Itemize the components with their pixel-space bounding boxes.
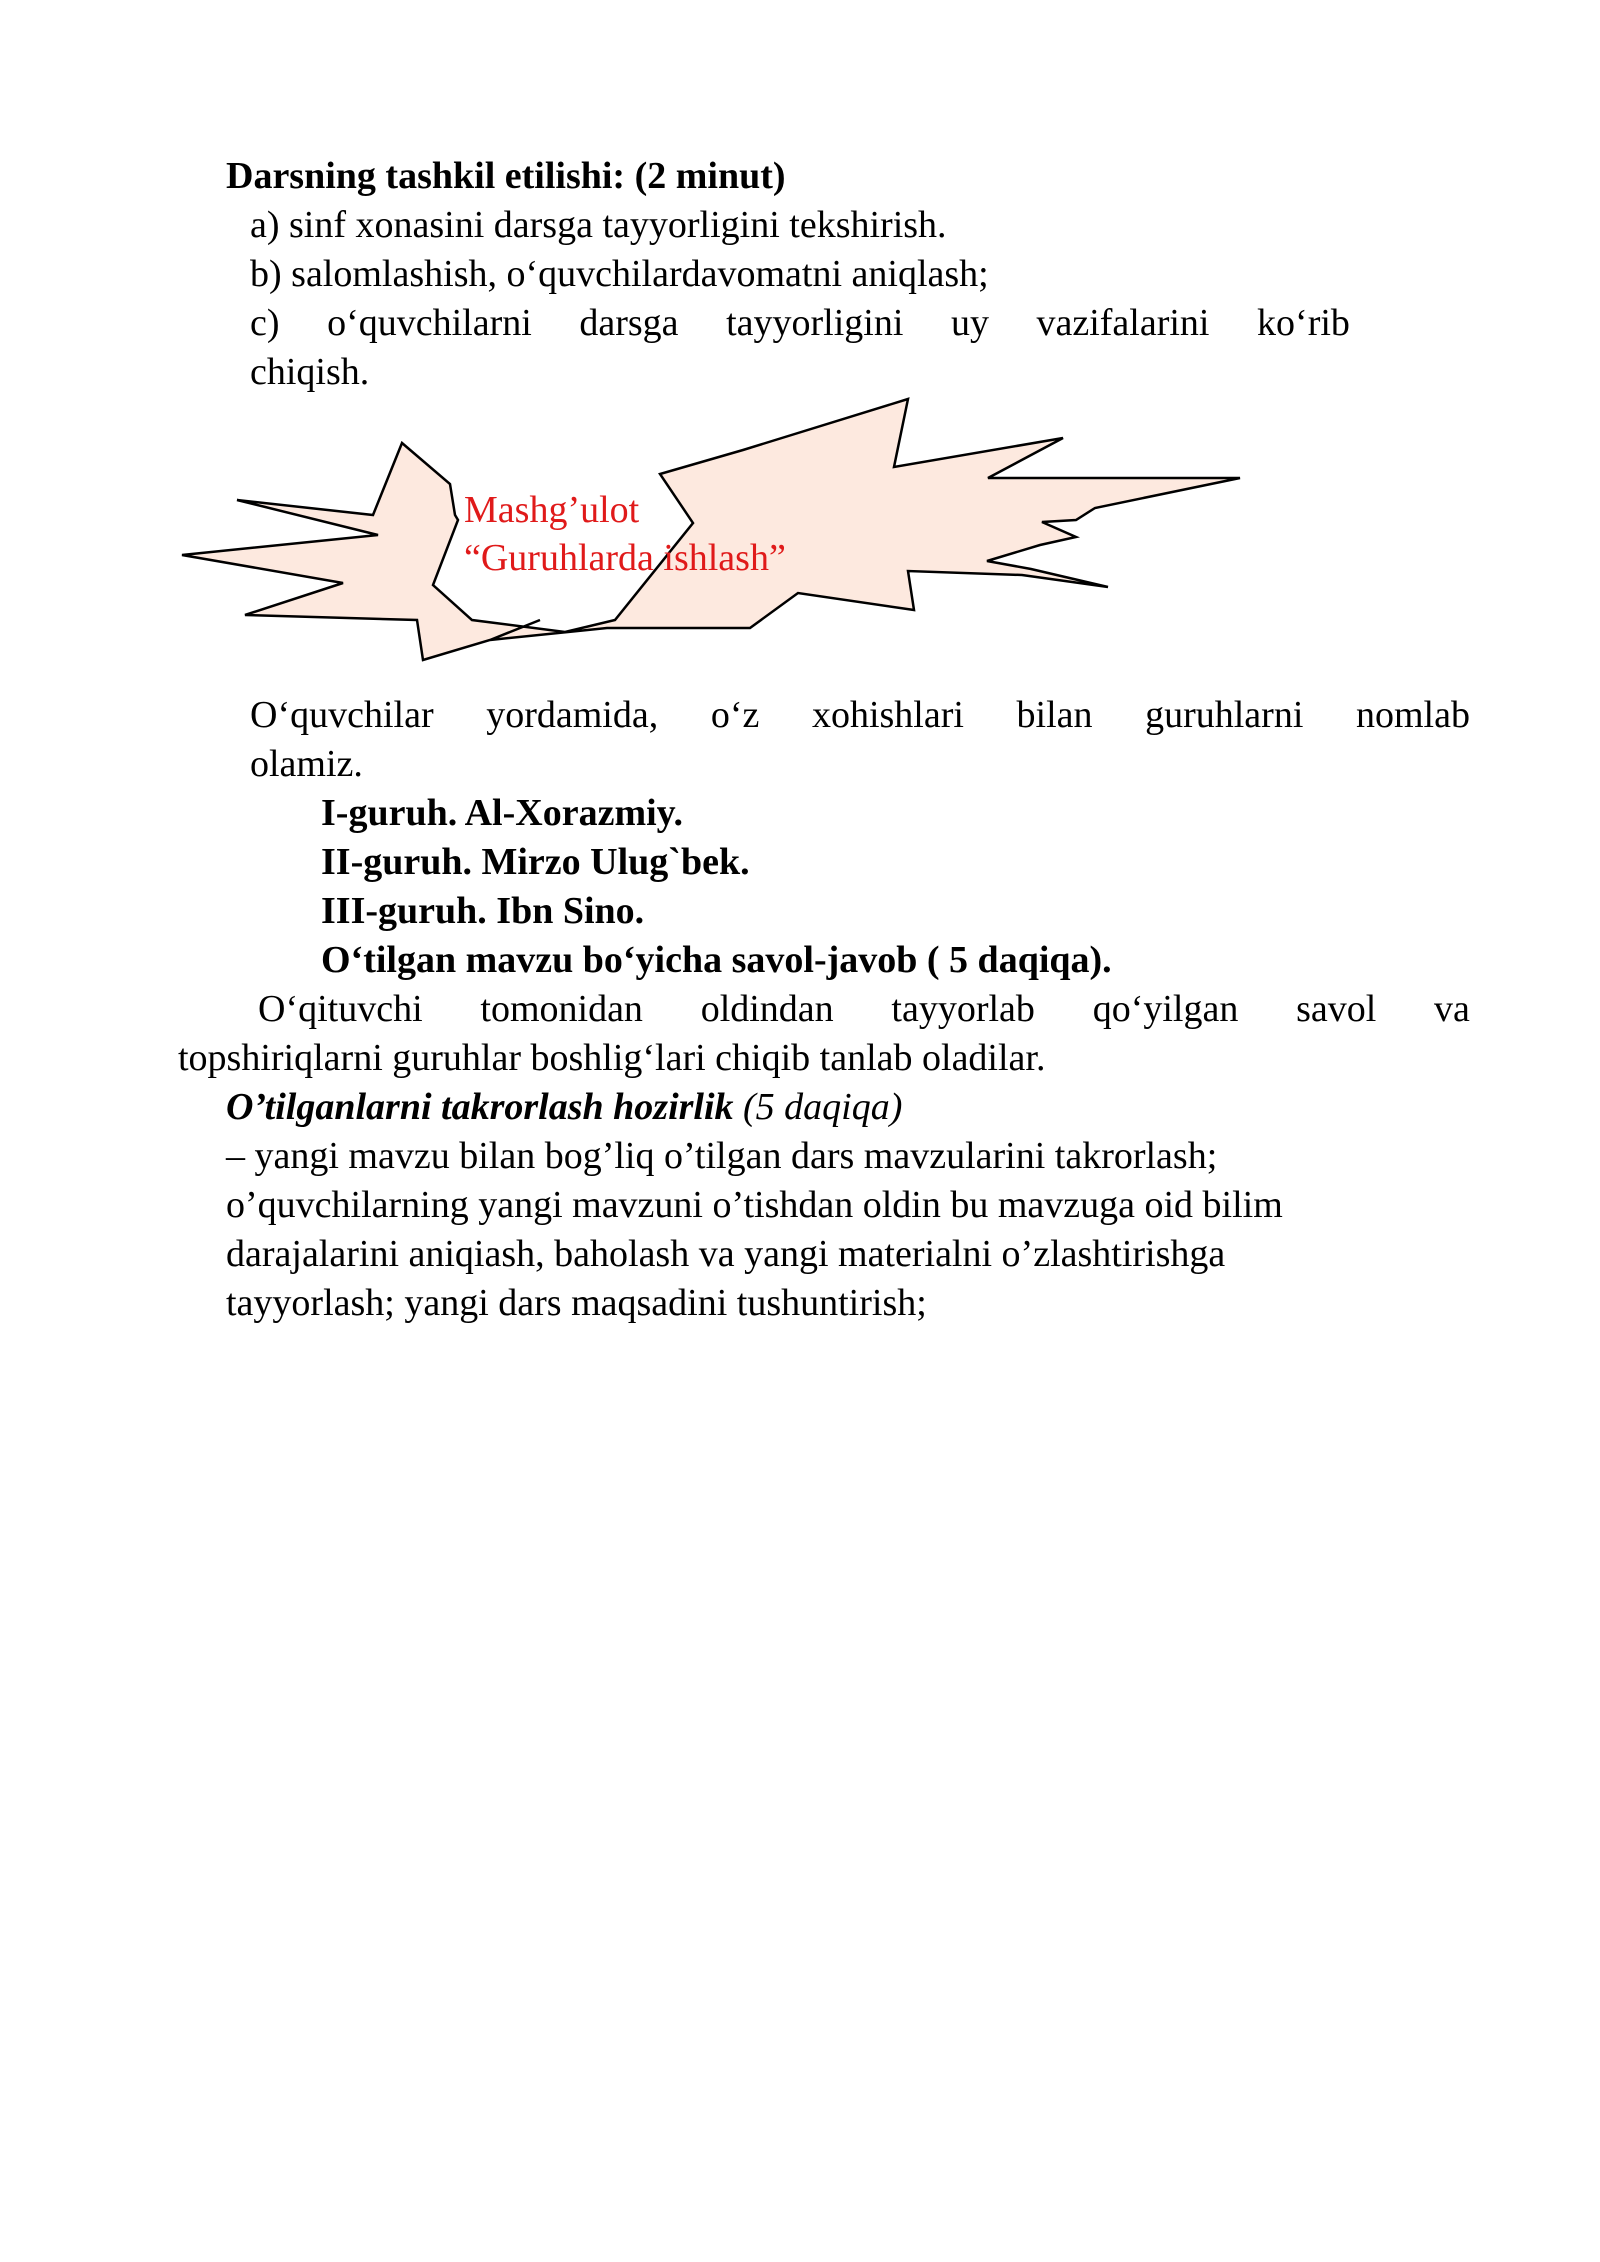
repeat-heading xyxy=(226,1083,902,1132)
repeat-heading-title: O’tilganlarni takrorlash hozirlik xyxy=(226,1086,734,1128)
word: savol xyxy=(1296,988,1377,1030)
word: bilan xyxy=(1016,694,1093,736)
section-heading: Darsning tashkil etilishi: (2 minut) xyxy=(226,155,786,197)
burst-subtitle: “Guruhlarda ishlash” xyxy=(464,537,786,579)
word: o‘z xyxy=(710,694,760,736)
repeat-heading-time: (5 daqiqa) xyxy=(733,1086,903,1128)
word: oldindan xyxy=(700,988,834,1030)
word: yordamida, xyxy=(486,694,659,736)
burst-outline xyxy=(182,399,1240,660)
teacher-paragraph xyxy=(258,985,1470,1034)
word: O‘quvchilar xyxy=(250,694,434,736)
word: darsga xyxy=(579,302,679,344)
word: O‘qituvchi xyxy=(258,988,423,1030)
repeat-line-3: darajalarini aniqiash, baholash va yangi materialni o’zlashtirishga xyxy=(226,1233,1226,1275)
word: vazifalarini xyxy=(1036,302,1210,344)
word: c) xyxy=(250,302,280,344)
repeat-line-1: – yangi mavzu bilan bog’liq o’tilgan dars mavzularini takrorlash; xyxy=(226,1135,1218,1177)
word: tayyorligini xyxy=(726,302,904,344)
group-3: III-guruh. Ibn Sino. xyxy=(321,890,645,932)
word: nomlab xyxy=(1355,694,1470,736)
word: va xyxy=(1434,988,1470,1030)
list-item-c-continuation: chiqish. xyxy=(250,351,370,393)
word: tomonidan xyxy=(480,988,643,1030)
list-item-b: b) salomlashish, o‘quvchilardavomatni aniqlash; xyxy=(250,253,989,295)
word: tayyorlab xyxy=(891,988,1035,1030)
burst-shape xyxy=(0,0,1600,700)
word: uy xyxy=(950,302,989,344)
word: qo‘yilgan xyxy=(1092,988,1239,1030)
teacher-paragraph-continuation: topshiriqlarni guruhlar boshlig‘lari chiqib tanlab oladilar. xyxy=(178,1037,1046,1079)
group-2: II-guruh. Mirzo Ulug`bek. xyxy=(321,841,750,883)
review-heading: O‘tilgan mavzu bo‘yicha savol-javob ( 5 daqiqa). xyxy=(321,939,1112,981)
word: xohishlari xyxy=(811,694,964,736)
word: guruhlarni xyxy=(1145,694,1304,736)
word: ko‘rib xyxy=(1257,302,1350,344)
repeat-line-2: o’quvchilarning yangi mavzuni o’tishdan oldin bu mavzuga oid bilim xyxy=(226,1184,1283,1226)
list-item-a: a) sinf xonasini darsga tayyorligini tekshirish. xyxy=(250,204,947,246)
groups-intro xyxy=(250,691,1470,740)
repeat-line-4: tayyorlash; yangi dars maqsadini tushuntirish; xyxy=(226,1282,927,1324)
groups-intro-continuation: olamiz. xyxy=(250,743,363,785)
word: o‘quvchilarni xyxy=(327,302,532,344)
burst-title: Mashg’ulot xyxy=(464,489,640,531)
group-1: I-guruh. Al-Xorazmiy. xyxy=(321,792,684,834)
